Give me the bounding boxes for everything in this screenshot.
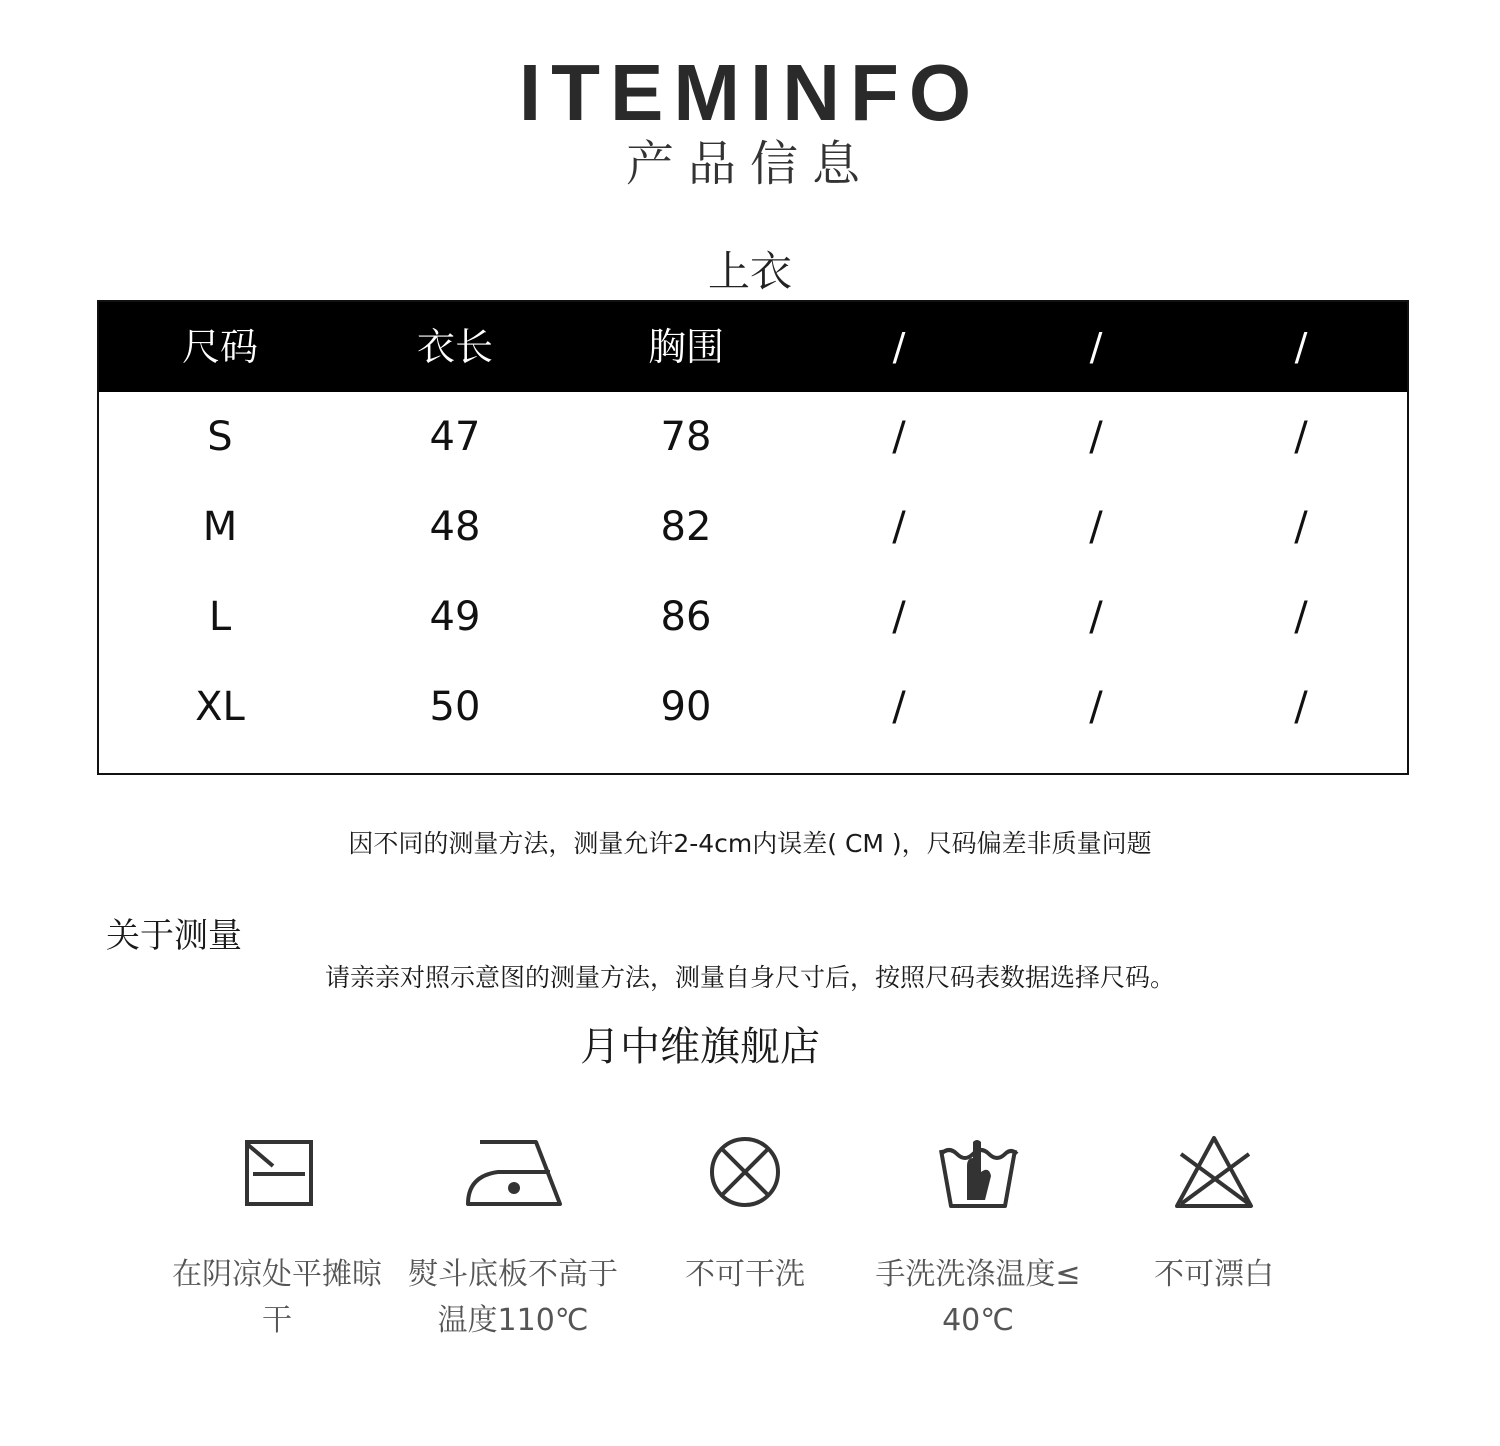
care-item-dry-flat [157, 1132, 397, 1344]
table-row [99, 572, 1407, 662]
iron-low-icon [393, 1132, 633, 1212]
column-header-empty-3: / [1294, 325, 1308, 369]
table-cell: / [892, 504, 906, 550]
table-cell: 78 [660, 414, 712, 460]
size-note: 因不同的测量方法，测量允许2-4cm内误差( CM )，尺码偏差非质量问题 [348, 829, 1152, 858]
care-label: 不可干洗 [685, 1257, 805, 1292]
column-header-length: 衣长 [416, 325, 494, 369]
table-cell: 47 [429, 414, 481, 460]
table-cell: 48 [429, 504, 481, 550]
table-cell: S [207, 414, 233, 460]
table-cell: / [1089, 504, 1103, 550]
size-table [97, 300, 1409, 775]
care-label: 熨斗底板不高于 温度110℃ [408, 1257, 618, 1338]
table-row [99, 662, 1407, 752]
table-cell: / [1089, 594, 1103, 640]
table-row [99, 482, 1407, 572]
table-cell: 90 [660, 684, 712, 730]
no-dry-clean-icon [625, 1132, 865, 1212]
table-cell: / [1089, 684, 1103, 730]
hand-wash-icon [858, 1132, 1098, 1212]
table-cell: 49 [429, 594, 481, 640]
care-label: 手洗洗涤温度≤ 40℃ [875, 1257, 1081, 1338]
care-item-iron [393, 1132, 633, 1344]
table-cell: / [892, 684, 906, 730]
column-header-size: 尺码 [181, 325, 259, 369]
table-cell: XL [195, 684, 245, 730]
table-cell: / [1294, 414, 1308, 460]
table-cell: / [1294, 594, 1308, 640]
column-header-chest: 胸围 [647, 325, 725, 369]
table-cell: 50 [429, 684, 481, 730]
no-bleach-icon [1094, 1132, 1334, 1212]
table-cell: / [1089, 414, 1103, 460]
care-item-no-bleach [1094, 1132, 1334, 1298]
dry-flat-shade-icon [157, 1132, 397, 1212]
column-header-empty-1: / [892, 325, 906, 369]
measurement-heading: 关于测量 [106, 916, 242, 956]
table-row [99, 392, 1407, 482]
table-cell: / [892, 414, 906, 460]
table-cell: / [1294, 684, 1308, 730]
table-header-row [99, 302, 1407, 392]
care-label: 不可漂白 [1154, 1257, 1274, 1292]
table-cell: 82 [660, 504, 712, 550]
table-cell: / [892, 594, 906, 640]
table-title: 上衣 [707, 247, 792, 296]
care-item-hand-wash [858, 1132, 1098, 1344]
table-cell: M [202, 504, 238, 550]
table-cell: L [208, 594, 232, 640]
table-cell: 86 [660, 594, 712, 640]
measurement-text: 请亲亲对照示意图的测量方法，测量自身尺寸后，按照尺码表数据选择尺码。 [324, 963, 1175, 992]
table-body [99, 392, 1407, 752]
store-name: 月中维旗舰店 [580, 1024, 820, 1070]
table-cell: / [1294, 504, 1308, 550]
title-en: ITEMINFO [518, 48, 982, 137]
column-header-empty-2: / [1089, 325, 1103, 369]
care-item-no-dry-clean [625, 1132, 865, 1298]
title-cn: 产品信息 [625, 136, 874, 192]
care-label: 在阴凉处平摊晾 干 [172, 1257, 382, 1338]
